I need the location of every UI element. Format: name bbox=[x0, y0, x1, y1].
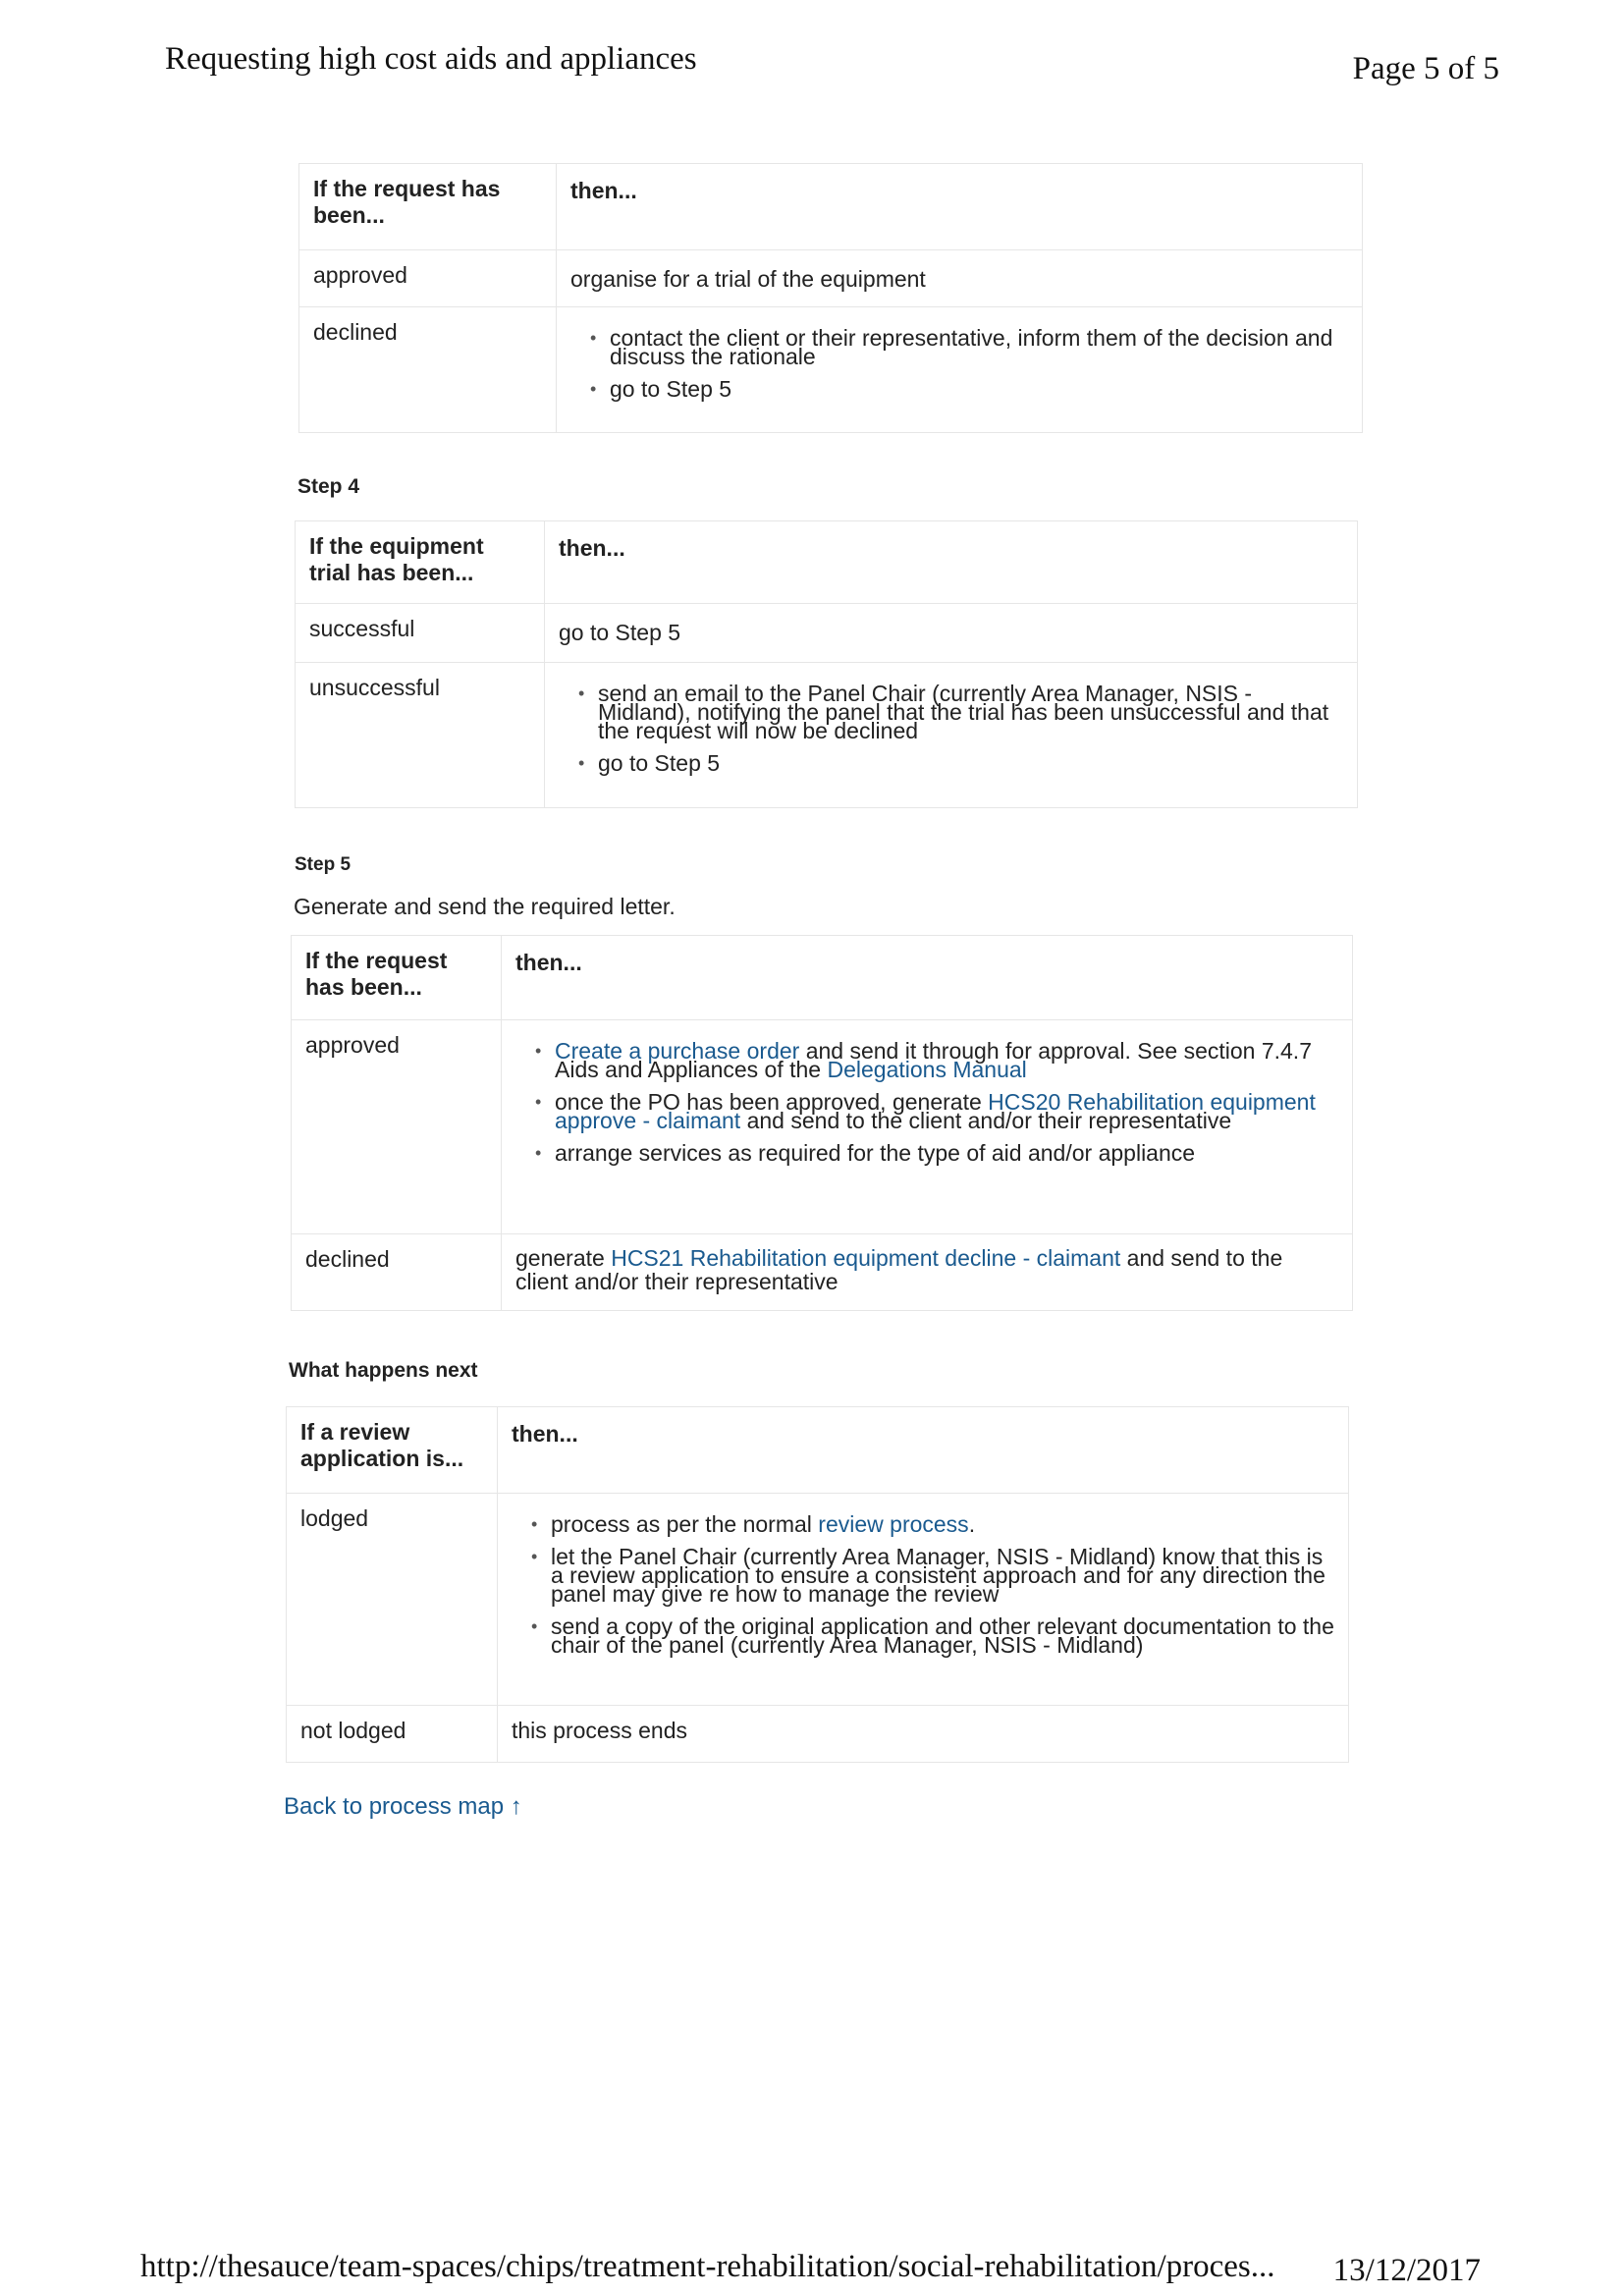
list-item: • go to Step 5 bbox=[598, 754, 1343, 773]
table-row bbox=[296, 663, 1358, 808]
table-cell bbox=[502, 1020, 1353, 1234]
list-item bbox=[551, 1511, 1334, 1537]
step-4-heading: Step 4 bbox=[298, 475, 360, 498]
list-item: • send a copy of the original application and other relevant documentation to the chair of the panel (currently Area Manager, NSIS - Midland) bbox=[551, 1617, 1334, 1655]
list-item-text: and send it through for approval. See section 7.4.7 Aids and Appliances of the bbox=[555, 1038, 1312, 1082]
list-item: • arrange services as required for the type of aid and/or appliance bbox=[555, 1144, 1338, 1163]
list-item bbox=[555, 1038, 1338, 1082]
table-row bbox=[299, 307, 1363, 433]
cell-text: and send to the client and/or their representative bbox=[515, 1245, 1283, 1294]
table-row bbox=[287, 1494, 1349, 1706]
step-5-intro: Generate and send the required letter. bbox=[294, 894, 676, 919]
list-item-text: . bbox=[968, 1511, 976, 1537]
table-cell: approved bbox=[299, 250, 557, 307]
list-item-text: process as per the normal bbox=[551, 1511, 819, 1537]
create-purchase-order-link[interactable]: Create a purchase order bbox=[555, 1038, 800, 1064]
table-row bbox=[296, 604, 1358, 663]
review-table bbox=[286, 1406, 1349, 1763]
equipment-trial-table bbox=[295, 520, 1358, 808]
list-item: • contact the client or their representative, inform them of the decision and discuss the rationale bbox=[610, 329, 1348, 366]
table-cell bbox=[498, 1494, 1349, 1706]
table-cell: lodged bbox=[287, 1494, 498, 1706]
list-item: • let the Panel Chair (currently Area Manager, NSIS - Midland) know that this is a review application to ensure a consistent approach and for any direction the panel may give re how to manage the review bbox=[551, 1548, 1334, 1604]
table-cell: organise for a trial of the equipment bbox=[557, 250, 1363, 307]
column-header: If a review application is... bbox=[287, 1407, 498, 1494]
table-header-row bbox=[296, 521, 1358, 604]
table-row bbox=[292, 1020, 1353, 1234]
cell-text: generate bbox=[515, 1245, 612, 1271]
what-happens-next-heading: What happens next bbox=[289, 1359, 478, 1382]
print-header-title: Requesting high cost aids and appliances bbox=[165, 41, 697, 77]
table-cell: successful bbox=[296, 604, 545, 663]
list-item-text: and send to the client and/or their representative bbox=[740, 1108, 1232, 1133]
request-result-table bbox=[298, 163, 1363, 433]
table-row bbox=[287, 1706, 1349, 1763]
list-item: • go to Step 5 bbox=[610, 380, 1348, 399]
table-cell bbox=[502, 1234, 1353, 1311]
hcs20-letter-link[interactable]: HCS20 Rehabilitation equipment approve - claimant bbox=[555, 1089, 1316, 1133]
table-cell: declined bbox=[292, 1234, 502, 1311]
column-header: If the request has been... bbox=[299, 164, 557, 250]
table-cell bbox=[545, 663, 1358, 808]
hcs21-letter-link[interactable]: HCS21 Rehabilitation equipment decline - claimant bbox=[611, 1245, 1121, 1271]
back-to-process-map-link[interactable]: Back to process map ↑ bbox=[284, 1793, 522, 1820]
table-row bbox=[292, 1234, 1353, 1311]
column-header: If the request has been... bbox=[292, 936, 502, 1020]
table-cell: declined bbox=[299, 307, 557, 433]
review-process-link[interactable]: review process bbox=[818, 1511, 969, 1537]
print-footer-date: 13/12/2017 bbox=[1332, 2253, 1481, 2288]
list-item: • send an email to the Panel Chair (currently Area Manager, NSIS - Midland), notifying the panel that the trial has been unsuccessful and that the request will now be declined bbox=[598, 684, 1343, 740]
table-header-row bbox=[292, 936, 1353, 1020]
delegations-manual-link[interactable]: Delegations Manual bbox=[827, 1057, 1027, 1082]
table-header-row bbox=[299, 164, 1363, 250]
table-cell bbox=[557, 307, 1363, 433]
print-footer-url: http://thesauce/team-spaces/chips/treatment-rehabilitation/social-rehabilitation/proces... bbox=[140, 2249, 1275, 2284]
table-cell: go to Step 5 bbox=[545, 604, 1358, 663]
column-header: then... bbox=[498, 1407, 1349, 1494]
table-header-row bbox=[287, 1407, 1349, 1494]
list-item bbox=[555, 1089, 1338, 1133]
table-row bbox=[299, 250, 1363, 307]
page-number: Page 5 of 5 bbox=[1352, 51, 1499, 86]
letter-table bbox=[291, 935, 1353, 1311]
step-5-heading: Step 5 bbox=[295, 854, 352, 875]
column-header: If the equipment trial has been... bbox=[296, 521, 545, 604]
list-item-text: once the PO has been approved, generate bbox=[555, 1089, 989, 1115]
column-header: then... bbox=[545, 521, 1358, 604]
table-cell: not lodged bbox=[287, 1706, 498, 1763]
table-cell: this process ends bbox=[498, 1706, 1349, 1763]
column-header: then... bbox=[502, 936, 1353, 1020]
table-cell: approved bbox=[292, 1020, 502, 1234]
column-header: then... bbox=[557, 164, 1363, 250]
table-cell: unsuccessful bbox=[296, 663, 545, 808]
